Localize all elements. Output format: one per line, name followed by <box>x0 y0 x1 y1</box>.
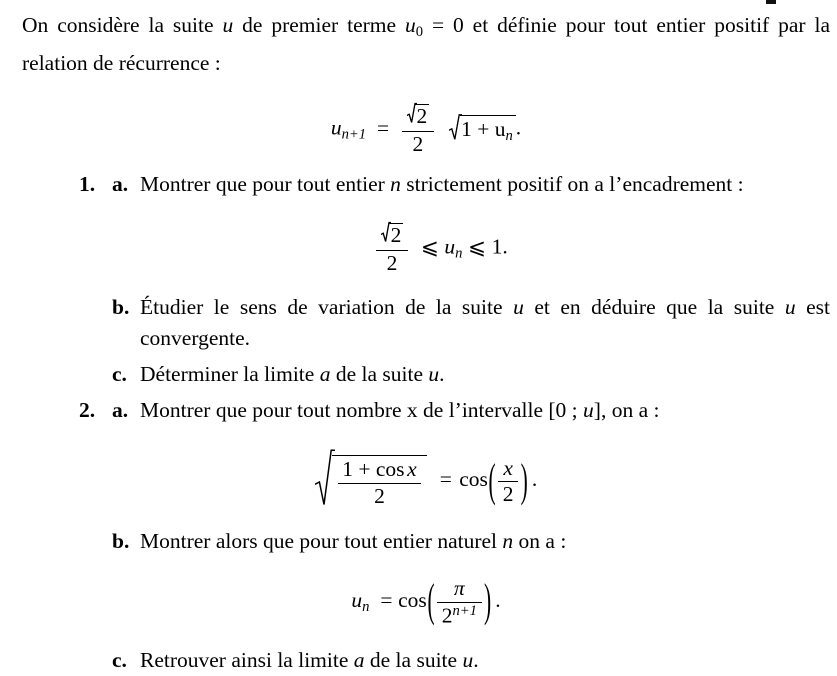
encadrement-lower-denominator: 2 <box>386 250 398 275</box>
item-2b-text-part1: Montrer alors que pour tout entier naturel <box>140 529 503 554</box>
item-letter-1a: a. <box>112 172 129 197</box>
closed-form-period: . <box>495 587 501 612</box>
closed-form-equals: = <box>380 587 393 612</box>
item-1c-variable-u: u <box>428 362 440 387</box>
intro-u0-base: u <box>404 13 416 37</box>
list-item-2a <box>22 395 830 426</box>
item-1a-text-part2: strictement positif on a l’encadrement : <box>400 172 744 197</box>
item-1a-text-part1: Montrer que pour tout entier <box>140 172 391 197</box>
encadrement-relation-right: ⩽ <box>468 234 487 259</box>
closed-form-denominator-exponent: n+1 <box>452 602 477 619</box>
closed-form-lhs-subscript: n <box>362 598 370 615</box>
closed-form-denominator-base: 2 <box>441 603 453 628</box>
closed-form-numerator: π <box>437 577 482 603</box>
intro-text-mid: de premier terme <box>233 13 405 37</box>
intro-u0-subscript: 0 <box>415 24 424 41</box>
half-angle-fraction <box>338 458 422 507</box>
left-paren-glyph: ( <box>488 454 496 506</box>
item-2c-text-part3: . <box>473 648 479 673</box>
half-angle-rhs-denominator: 2 <box>502 481 514 506</box>
item-letter-2a: a. <box>112 398 129 423</box>
half-angle-rhs-numerator: x <box>498 457 518 482</box>
recurrence-coefficient-fraction <box>402 102 434 155</box>
half-angle-radicand <box>332 455 427 507</box>
item-1c-text-part2: de la suite <box>330 362 429 387</box>
half-angle-numerator-variable: x <box>407 457 417 482</box>
item-2a-text-part1: Montrer que pour tout nombre x de l’intervalle [0 ; <box>140 398 584 423</box>
encadrement-relation-left: ⩽ <box>420 234 439 259</box>
closed-form-fraction <box>437 577 482 627</box>
recurrence-radical <box>449 113 516 147</box>
half-angle-rhs-fraction <box>498 457 518 505</box>
closed-form-denominator <box>437 603 482 627</box>
recurrence-period: . <box>515 115 522 140</box>
item-1b-text-part2: et en déduire que la suite <box>523 295 785 320</box>
encadrement-lower-radicand: 2 <box>390 222 402 247</box>
half-angle-period: . <box>531 467 538 492</box>
encadrement-middle-base: u <box>444 234 456 259</box>
equation-closed-form <box>22 577 830 641</box>
encadrement-upper-bound: 1 <box>491 234 503 259</box>
intro-paragraph <box>22 10 830 79</box>
right-paren-glyph: ) <box>520 454 528 506</box>
closed-form-cos-name: cos <box>398 587 427 612</box>
right-paren-glyph: ) <box>483 575 492 627</box>
recurrence-coef-radicand: 2 <box>416 103 428 128</box>
item-2c-variable-a: a <box>353 648 365 673</box>
item-1c-text-part1: Déterminer la limite <box>140 362 320 387</box>
half-angle-rhs-cos: cos <box>459 467 488 492</box>
half-angle-denominator: 2 <box>374 483 385 508</box>
encadrement-middle-subscript: n <box>455 245 463 262</box>
item-1a-variable: n <box>390 172 401 197</box>
document-content <box>22 10 830 676</box>
list-item-1c <box>22 359 830 390</box>
recurrence-coef-numerator <box>402 102 434 132</box>
left-paren-glyph: ( <box>427 575 435 627</box>
list-item-1b <box>22 292 830 354</box>
recurrence-lhs-base: u <box>330 115 342 140</box>
item-number-1: 1. <box>79 172 96 197</box>
half-angle-numerator <box>338 458 422 484</box>
item-letter-1b: b. <box>112 295 130 320</box>
half-angle-numerator-prefix: 1 + <box>342 457 376 482</box>
item-1b-text-part1: Étudier le sens de variation de la suite <box>140 295 514 320</box>
item-2b-text-part2: on a : <box>513 529 567 554</box>
recurrence-equals: = <box>377 115 390 140</box>
recurrence-radicand-subscript: n <box>505 127 513 144</box>
item-1c-variable-a: a <box>319 362 331 387</box>
list-item-2b <box>22 526 830 557</box>
item-2a-text-part2: ], on a : <box>593 398 660 423</box>
intro-variable-u: u <box>222 13 234 37</box>
item-letter-1c: c. <box>112 362 127 387</box>
item-1b-text-part3: est convergente. <box>140 295 831 351</box>
recurrence-radicand <box>460 115 516 145</box>
equation-recurrence <box>22 103 830 165</box>
item-letter-2c: c. <box>112 648 127 673</box>
half-angle-cos-name: cos <box>375 457 405 482</box>
item-2c-text-part2: de la suite <box>364 648 463 673</box>
item-number-2: 2. <box>79 398 96 423</box>
item-2a-variable: u <box>583 398 594 423</box>
intro-text-before: On considère la suite <box>22 13 223 37</box>
encadrement-period: . <box>502 234 508 259</box>
encadrement-lower-numerator <box>376 221 408 251</box>
item-letter-2b: b. <box>112 529 130 554</box>
recurrence-coef-denominator: 2 <box>412 131 424 156</box>
equation-encadrement <box>22 222 830 286</box>
item-2c-text-part1: Retrouver ainsi la limite <box>140 648 354 673</box>
item-1b-variable-1: u <box>513 295 524 320</box>
item-2c-variable-u: u <box>462 648 474 673</box>
encadrement-lower-fraction <box>376 221 408 274</box>
closed-form-lhs-base: u <box>351 587 363 612</box>
recurrence-lhs-subscript: n+1 <box>341 126 367 143</box>
exercise-list <box>22 169 830 676</box>
item-1c-text-part3: . <box>439 362 445 387</box>
half-angle-equals: = <box>439 467 452 492</box>
intro-text-end: = 0 et définie pour tout entier positif par la relation de récurrence : <box>22 13 831 76</box>
equation-half-angle <box>22 448 830 520</box>
page-top-cutoff-mark <box>766 0 776 4</box>
recurrence-radicand-text: 1 + u <box>461 116 506 141</box>
list-item-1a <box>22 169 830 200</box>
item-1b-variable-2: u <box>784 295 796 320</box>
item-2b-variable: n <box>502 529 514 554</box>
